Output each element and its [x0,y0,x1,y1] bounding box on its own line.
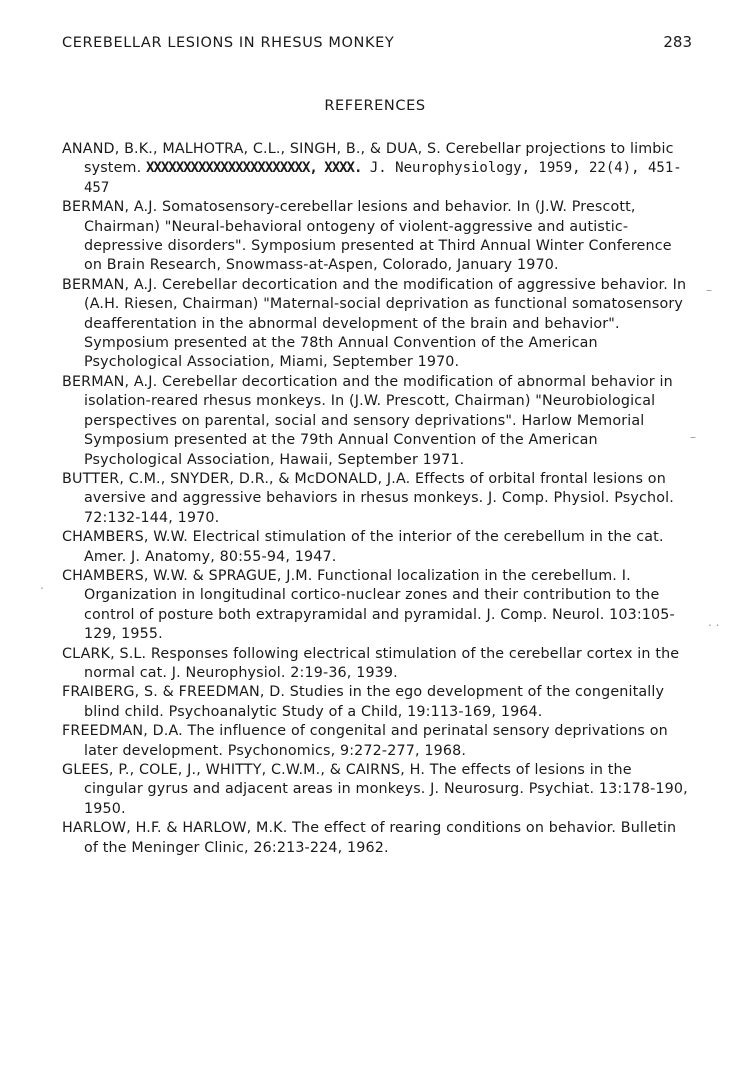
reference-entry [62,140,692,198]
section-title: REFERENCES [324,98,426,114]
reference-entry: BUTTER, C.M., SNYDER, D.R., & McDONALD, J.A. Effects of orbital frontal lesions on aversive and aggressive behaviors in rhesus monkeys. J. Comp. Physiol. Psychol. 72:132-144, 1970. [62,470,674,526]
reference-entry: HARLOW, H.F. & HARLOW, M.K. The effect of rearing conditions on behavior. Bulletin of the Meninger Clinic, 26:213-224, 1962. [62,820,677,856]
typed-correction: J. Neurophysiology, 1959, 22(4), 451-457 [84,160,682,196]
running-header [62,35,692,51]
reference-entry: BERMAN, A.J. Cerebellar decortication and the modification of aggressive behavior. In (A.H. Riesen, Chairman) "Maternal-social deprivation as functional somatosensory deafferentation in the abnormal development of the brain and behavior". Symposium presented at the 78th Annual Convention of the American Psychological Association, Miami, September 1970. [62,276,687,371]
scan-mark: – [690,430,696,444]
reference-entry: FRAIBERG, S. & FREEDMAN, D. Studies in the ego development of the congenitally blind child. Psychoanalytic Study of a Child, 19:113-169, 1964. [62,684,665,720]
running-title: CEREBELLAR LESIONS IN RHESUS MONKEY [62,35,395,51]
reference-entry: FREEDMAN, D.A. The influence of congenital and perinatal sensory deprivations on later development. Psychonomics, 9:272-277, 1968. [62,723,668,759]
reference-entry: CLARK, S.L. Responses following electrical stimulation of the cerebellar cortex in the normal cat. J. Neurophysiol. 2:19-36, 1939. [62,645,680,681]
reference-text: ANAND, B.K., MALHOTRA, C.L., SINGH, B., & DUA, S. Cerebellar projections to limbic system. [62,141,674,177]
page-number: 283 [663,33,692,51]
reference-list [62,140,692,858]
reference-entry: BERMAN, A.J. Cerebellar decortication and the modification of abnormal behavior in isolation-reared rhesus monkeys. In (J.W. Prescott, Chairman) "Neurobiological perspectives on parental, social and sensory deprivations". Harlow Memorial Symposium presented at the 79th Annual Convention of the American Psychological Association, Hawaii, September 1971. [62,373,673,468]
scan-mark: . . [708,615,720,629]
reference-entry: CHAMBERS, W.W. & SPRAGUE, J.M. Functional localization in the cerebellum. I. Organization in longitudinal cortico-nuclear zones and their contribution to the control of posture both extrapyramidal and pyramidal. J. Comp. Neurol. 103:105-129, 1955. [62,567,675,643]
reference-entry: GLEES, P., COLE, J., WHITTY, C.W.M., & CAIRNS, H. The effects of lesions in the cingular gyrus and adjacent areas in monkeys. J. Neurosurg. Psychiat. 13:178-190, 1950. [62,762,688,817]
reference-entry: CHAMBERS, W.W. Electrical stimulation of the interior of the cerebellum in the cat. Amer. J. Anatomy, 80:55-94, 1947. [62,529,664,565]
reference-entry: BERMAN, A.J. Somatosensory-cerebellar lesions and behavior. In (J.W. Prescott, Chairman) "Neural-behavioral ontogeny of violent-aggressive and autistic-depressive disorders". Symposium presented at Third Annual Winter Conference on Brain Research, Snowmass-at-Aspen, Colorado, January 1970. [62,199,672,274]
struck-out-text: XXXXXXXXXXXXXXXXXXXXXX, XXXX. [145,160,362,177]
scan-mark: – [706,283,712,297]
scan-mark: . [40,578,44,592]
